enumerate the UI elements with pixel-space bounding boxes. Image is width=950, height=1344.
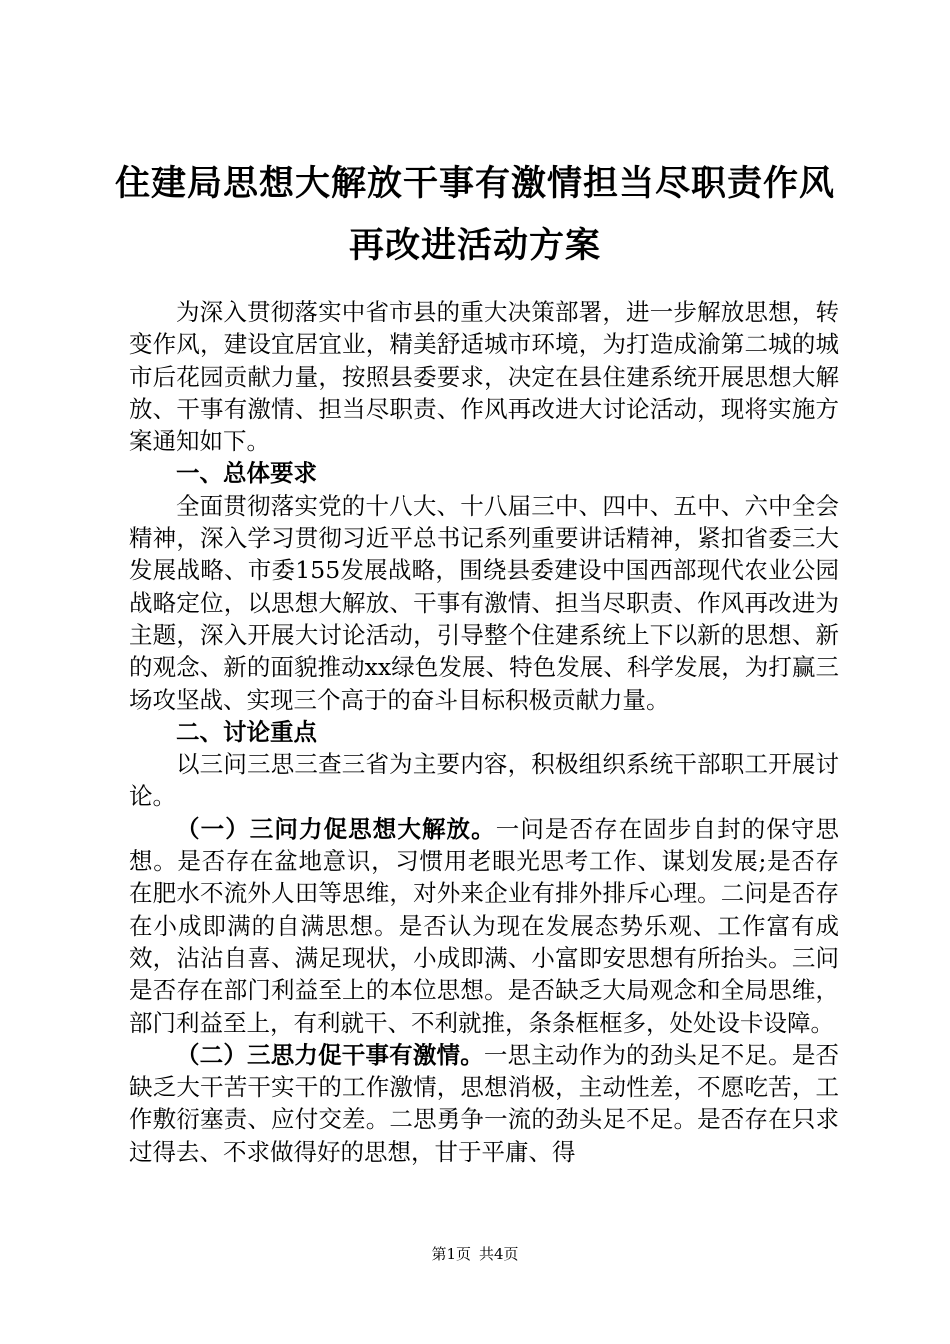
section-heading-general-requirements: 一、总体要求 <box>176 459 317 488</box>
document-title-line-2: 再改进活动方案 <box>348 225 601 266</box>
three-thoughts-paragraph <box>129 1039 839 1168</box>
section-heading-discussion-focus: 二、讨论重点 <box>176 717 317 746</box>
three-questions-lead: （一）三问力促思想大解放。 <box>176 814 496 843</box>
general-requirements-paragraph: 全面贯彻落实党的十八大、十八届三中、四中、五中、六中全会精神，深入学习贯彻习近平总书记系列重要讲话精神，紧扣省委三大发展战略、市委155发展战略，围绕县委建设中国西部现代农业公园战略定位，以思想大解放、干事有激情、担当尽职责、作风再改进为主题，深入开展大讨论活动，引导整个住建系统上下以新的思想、新的观念、新的面貌推动xx绿色发展、特色发展、科学发展，为打赢三场攻坚战、实现三个高于的奋斗目标积极贡献力量。 <box>129 491 839 714</box>
discussion-focus-paragraph: 以三问三思三查三省为主要内容，积极组织系统干部职工开展讨论。 <box>129 750 839 811</box>
three-thoughts-text: 一思主动作为的劲头足不足。是否缺乏大干苦干实干的工作激情，思想消极，主动性差，不愿吃苦，工作敷衍塞责、应付交差。二思勇争一流的劲头足不足。是否存在只求过得去、不求做得好的思想，甘于平庸、得 <box>129 1040 840 1166</box>
three-thoughts-lead: （二）三思力促干事有激情。 <box>176 1040 484 1069</box>
page-total: 共4页 <box>479 1245 519 1263</box>
document-title-line-1: 住建局思想大解放干事有激情担当尽职责作风 <box>114 163 835 204</box>
page-footer <box>0 1244 950 1264</box>
document-body <box>129 296 839 1168</box>
three-questions-paragraph <box>129 813 839 1039</box>
three-questions-text: 一问是否存在固步自封的保守思想。是否存在盆地意识，习惯用老眼光思考工作、谋划发展;是否存在肥水不流外人田等思维，对外来企业有排外排斥心理。二问是否存在小成即满的自满思想。是否认为现在发展态势乐观、工作富有成效，沾沾自喜、满足现状，小成即满、小富即安思想有所抬头。三问是否存在部门利益至上的本位思想。是否缺乏大局观念和全局思维，部门利益至上，有利就干、不利就推，条条框框多，处处设卡设障。 <box>129 814 839 1037</box>
intro-paragraph: 为深入贯彻落实中省市县的重大决策部署，进一步解放思想，转变作风，建设宜居宜业，精美舒适城市环境，为打造成渝第二城的城市后花园贡献力量，按照县委要求，决定在县住建系统开展思想大解放、干事有激情、担当尽职责、作风再改进大讨论活动，现将实施方案通知如下。 <box>129 298 839 456</box>
page-number: 第1页 <box>431 1245 471 1263</box>
